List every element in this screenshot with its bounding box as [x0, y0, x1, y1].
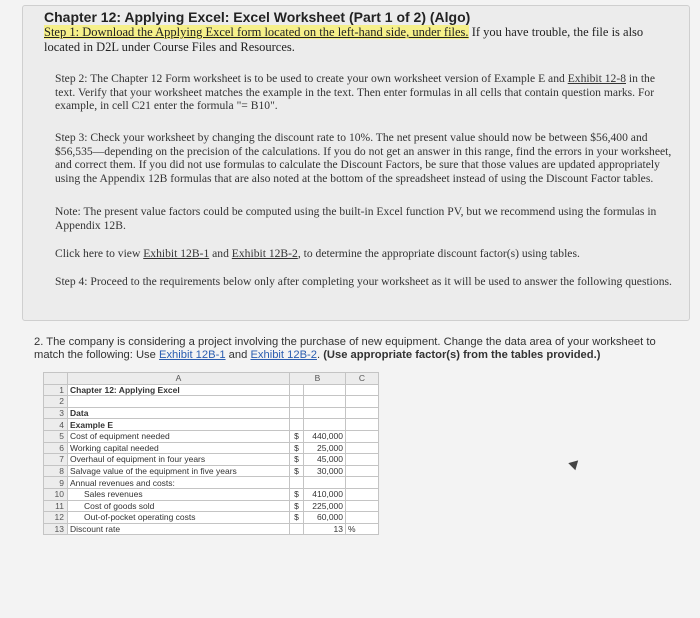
- table-row: 7 Overhaul of equipment in four years $ 45,000: [44, 454, 379, 466]
- table-row: 13 Discount rate 13 %: [44, 523, 379, 535]
- cell-b13[interactable]: 13: [304, 523, 346, 535]
- column-header-a: A: [68, 373, 290, 385]
- cell-b12[interactable]: 60,000: [304, 512, 346, 524]
- cell-c9[interactable]: [346, 477, 379, 489]
- cell-a5[interactable]: Cost of equipment needed: [68, 430, 290, 442]
- cell-b8[interactable]: 30,000: [304, 465, 346, 477]
- step1-rest: If you have trouble, the file is also located in D2L under Course Files and Resources.: [44, 25, 644, 54]
- question-exhibit-12b-2-link[interactable]: Exhibit 12B-2: [250, 349, 317, 361]
- cell-c13[interactable]: %: [346, 523, 379, 535]
- cell-b9[interactable]: [304, 477, 346, 489]
- cell-b4[interactable]: [304, 419, 346, 431]
- spreadsheet: [43, 372, 379, 535]
- exhibit-12b-2-link[interactable]: Exhibit 12B-2: [231, 247, 298, 260]
- table-row: 10 Sales revenues $ 410,000: [44, 488, 379, 500]
- table-row: 3 Data: [44, 407, 379, 419]
- cell-b3[interactable]: [304, 407, 346, 419]
- question-bold-note: (Use appropriate factor(s) from the tables provided.): [323, 349, 601, 361]
- cell-c1[interactable]: [346, 384, 379, 396]
- cell-a12[interactable]: Out-of-pocket operating costs: [68, 512, 290, 524]
- cell-b1[interactable]: [304, 384, 346, 396]
- table-row: 9 Annual revenues and costs:: [44, 477, 379, 489]
- cell-c10[interactable]: [346, 488, 379, 500]
- cell-c4[interactable]: [346, 419, 379, 431]
- cell-c5[interactable]: [346, 430, 379, 442]
- cell-b2[interactable]: [304, 396, 346, 408]
- table-row: 1 Chapter 12: Applying Excel: [44, 384, 379, 396]
- column-header-row: [44, 373, 379, 385]
- step1-highlight: Step 1: Download the Applying Excel form located on the left-hand side, under files.: [44, 25, 469, 39]
- question-text: 2. The company is considering a project involving the purchase of new equipment. Change the data area of your worksheet to match the following: Use Exhibit 12B-1 and Exhibit 12B-2. (Use appropriate factor(s) from the tables provided.): [34, 336, 656, 361]
- step1-text: [44, 25, 676, 55]
- cell-a3[interactable]: Data: [68, 407, 290, 419]
- note-text: Note: The present value factors could be computed using the built-in Excel function PV, but we recommend using the formulas in Appendix 12B.: [55, 205, 657, 232]
- corner-cell: [44, 373, 68, 385]
- cell-c11[interactable]: [346, 500, 379, 512]
- table-row: 5 Cost of equipment needed $ 440,000: [44, 430, 379, 442]
- mouse-cursor-icon: [568, 457, 581, 470]
- cell-c6[interactable]: [346, 442, 379, 454]
- exhibit-12b-1-link[interactable]: Exhibit 12B-1: [143, 247, 210, 260]
- cell-b10[interactable]: 410,000: [304, 488, 346, 500]
- cell-b6[interactable]: 25,000: [304, 442, 346, 454]
- cell-c12[interactable]: [346, 512, 379, 524]
- cell-b7[interactable]: 45,000: [304, 454, 346, 466]
- table-row: 11 Cost of goods sold $ 225,000: [44, 500, 379, 512]
- step3-text: Step 3: Check your worksheet by changing the discount rate to 10%. The net present value should now be between $56,400 and $56,535—depending on the precision of the calculations. If you do not get an answer in this range, find the errors in your worksheet, and correct them. If you did not use formulas to calculate the Discount Factors, be sure that those values are updated appropriately using the Appendix 12B formulas that are also noted at the bottom of the spreadsheet instead of using the Discount Factor tables.: [55, 131, 672, 185]
- cell-a11[interactable]: Cost of goods sold: [68, 500, 290, 512]
- column-header-c: C: [346, 373, 379, 385]
- table-row: 2: [44, 396, 379, 408]
- click-text: Click here to view Exhibit 12B-1 and Exhibit 12B-2, to determine the appropriate discount factor(s) using tables.: [55, 247, 580, 260]
- step2-text: Step 2: The Chapter 12 Form worksheet is to be used to create your own worksheet version of Example E and Exhibit 12-8 in the text. Verify that your worksheet matches the example in the text. Then enter formulas in all cells that contain question marks. For example, in cell C21 enter the formula "= B10".: [55, 72, 655, 112]
- cell-a2[interactable]: [68, 396, 290, 408]
- cell-b5[interactable]: 440,000: [304, 430, 346, 442]
- cell-a6[interactable]: Working capital needed: [68, 442, 290, 454]
- exhibit-12-8-link[interactable]: Exhibit 12-8: [567, 72, 626, 85]
- cell-c7[interactable]: [346, 454, 379, 466]
- cell-a9[interactable]: Annual revenues and costs:: [68, 477, 290, 489]
- cell-c8[interactable]: [346, 465, 379, 477]
- table-row: 6 Working capital needed $ 25,000: [44, 442, 379, 454]
- table-row: 8 Salvage value of the equipment in five years $ 30,000: [44, 465, 379, 477]
- cell-c3[interactable]: [346, 407, 379, 419]
- cell-a1[interactable]: Chapter 12: Applying Excel: [68, 384, 290, 396]
- cell-a13[interactable]: Discount rate: [68, 523, 290, 535]
- cell-a8[interactable]: Salvage value of the equipment in five years: [68, 465, 290, 477]
- step4-text: Step 4: Proceed to the requirements below only after completing your worksheet as it will be used to answer the following questions.: [55, 275, 672, 288]
- cell-b11[interactable]: 225,000: [304, 500, 346, 512]
- cell-a10[interactable]: Sales revenues: [68, 488, 290, 500]
- table-row: 4 Example E: [44, 419, 379, 431]
- column-header-b: B: [290, 373, 346, 385]
- page-title: Chapter 12: Applying Excel: Excel Worksheet (Part 1 of 2) (Algo): [44, 9, 471, 25]
- question-exhibit-12b-1-link[interactable]: Exhibit 12B-1: [159, 349, 226, 361]
- table-row: 12 Out-of-pocket operating costs $ 60,000: [44, 512, 379, 524]
- cell-a4[interactable]: Example E: [68, 419, 290, 431]
- cell-a7[interactable]: Overhaul of equipment in four years: [68, 454, 290, 466]
- cell-c2[interactable]: [346, 396, 379, 408]
